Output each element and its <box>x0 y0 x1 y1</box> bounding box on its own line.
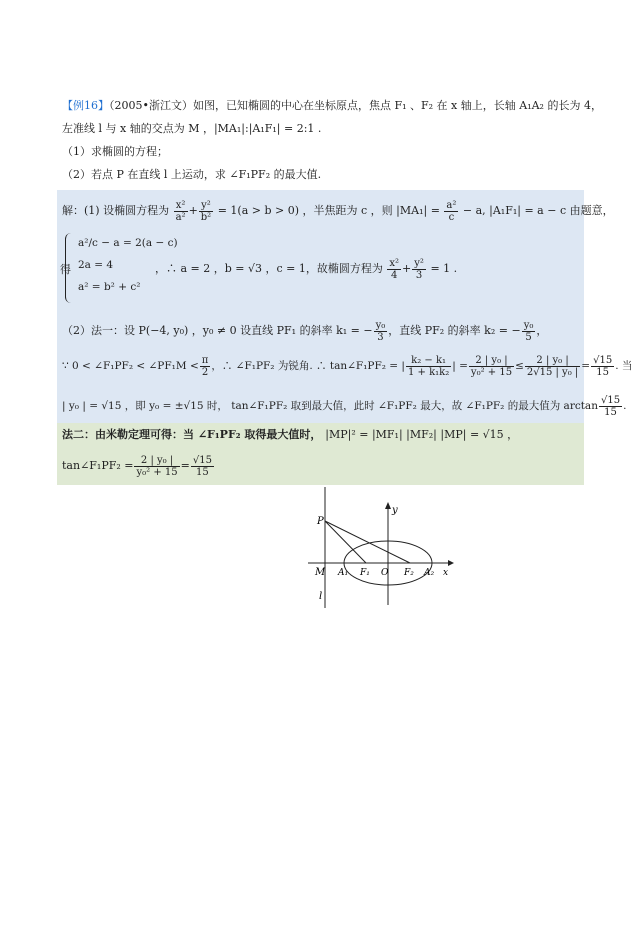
numerator: a² <box>446 199 457 211</box>
numerator: √15 <box>600 394 621 406</box>
x-axis-arrow <box>448 560 454 566</box>
numerator: y² <box>199 200 213 212</box>
denominator: y₀² + 15 <box>136 466 178 478</box>
numerator: 2 | y₀ | <box>134 455 179 467</box>
denominator: 4 <box>391 269 398 281</box>
solution-text: = <box>581 360 591 372</box>
denominator: 3 <box>415 269 423 281</box>
fraction <box>469 355 514 378</box>
numerator: y₀ <box>523 319 534 331</box>
fraction <box>174 200 188 223</box>
label-f2: F₂ <box>404 568 414 578</box>
solution-text: ，∴ a = 2 ，b = √3 ，c = 1，故椭圆方程为 <box>155 262 383 275</box>
system-eq-2: 2a = 4 <box>78 259 114 271</box>
example-tag: 【例16】 <box>62 99 109 112</box>
de-label: 得 <box>60 263 71 276</box>
method-two-line-1 <box>62 427 518 443</box>
label-a1: A₁ <box>338 568 349 578</box>
fraction <box>374 320 388 343</box>
denominator: 5 <box>525 331 532 343</box>
denominator: 15 <box>604 406 617 418</box>
label-x: x <box>443 568 449 578</box>
fraction <box>412 258 426 281</box>
solution-text: |MP|² = |MF₁| |MF₂| |MP| = √15 ， <box>325 428 519 441</box>
solution-text: ， <box>536 324 548 337</box>
label-o: O <box>381 568 389 578</box>
system-eq-1: a²/c − a = 2(a − c) <box>78 237 178 249</box>
problem-line-2: 左准线 l 与 x 轴的交点为 M ，|MA₁|:|A₁F₁| = 2:1 . <box>62 122 322 135</box>
solution-text: tan∠F₁PF₂ = <box>62 459 134 472</box>
fraction <box>406 355 451 378</box>
label-p: P <box>317 516 324 527</box>
solution-line-2 <box>62 318 547 344</box>
solution-text: . 当 <box>615 360 633 372</box>
solution-text: ，∴ ∠F₁PF₂ 为锐角. ∴ tan∠F₁PF₂ = | <box>211 360 405 372</box>
fraction <box>191 455 214 478</box>
fraction <box>444 200 458 223</box>
solution-text: | = <box>452 360 468 372</box>
fraction <box>525 355 580 378</box>
label-y: y <box>392 505 398 516</box>
denominator: 2 <box>201 366 209 378</box>
numerator: 2 | y₀ | <box>469 355 514 367</box>
denominator: b² <box>200 211 212 223</box>
fraction <box>387 258 401 281</box>
numerator: x² <box>389 257 400 269</box>
method-two-line-2 <box>62 452 215 480</box>
solution-line-3 <box>62 352 632 380</box>
ellipse-diagram <box>300 485 460 610</box>
denominator: 2√15 | y₀ | <box>526 366 579 378</box>
system-eq-3: a² = b² + c² <box>78 281 141 293</box>
label-l: l <box>319 591 323 602</box>
solution-method-one-box <box>57 190 584 423</box>
solution-text: ≤ <box>515 360 524 372</box>
numerator: y₀ <box>375 319 386 331</box>
problem-text-1: 如图，已知椭圆的中心在坐标原点，焦点 F₁ 、F₂ 在 x 轴上，长轴 A₁A₂ 的长为 4， <box>192 99 602 112</box>
denominator: y₀² + 15 <box>470 366 513 378</box>
solution-text: | y₀ | = √15 ，即 y₀ = ±√15 时， tan∠F₁PF₂ 取到最大值，此时 ∠F₁PF₂ 最大，故 ∠F₁PF₂ 的最大值为 arctan <box>62 400 598 412</box>
numerator: √15 <box>593 354 613 366</box>
solution-text: − a, |A₁F₁| = a − c 由题意， <box>462 204 614 217</box>
numerator: x² <box>174 200 188 212</box>
numerator: π <box>201 354 209 366</box>
question-2: （2）若点 P 在直线 l 上运动，求 ∠F₁PF₂ 的最大值. <box>62 168 322 181</box>
solution-text: 解：(1) 设椭圆方程为 <box>62 204 170 217</box>
segment-pf2 <box>325 521 410 563</box>
solution-text: ∵ 0 < ∠F₁PF₂ < ∠PF₁M < <box>62 360 199 372</box>
fraction <box>522 320 536 343</box>
solution-line-4 <box>62 393 626 419</box>
solution-line-1: 解：(1) 设椭圆方程为 $\frac{\text{x²}}{\text{a²}}$ + $\frac{\text{y²}}{\text{b²}}$ = 1(a > b > 0) ，半焦距为 c ，则 |MA₁| = $\frac{\text{a²}}{c}$ − a, |A₁F₁| = a − c 由题意， <box>62 199 614 223</box>
denominator: 15 <box>596 366 610 378</box>
fraction <box>599 395 622 418</box>
denominator: 3 <box>377 331 384 343</box>
solution-text: = 1(a > b > 0) ，半焦距为 c ，则 |MA₁| = <box>217 204 440 217</box>
denominator: a² <box>175 211 186 223</box>
solution-text: （2）法一：设 P(−4, y₀) ，y₀ ≠ 0 设直线 PF₁ 的斜率 k₁ = − <box>62 324 373 337</box>
solution-text: . <box>623 400 627 412</box>
solution-text: = <box>180 459 190 472</box>
numerator: √15 <box>192 454 212 466</box>
denominator: c <box>448 211 455 223</box>
solution-text: 法二：由米勒定理可得：当 ∠F₁PF₂ 取得最大值时， <box>62 428 322 441</box>
fraction <box>591 355 614 378</box>
label-a2: A₂ <box>424 568 435 578</box>
fraction <box>199 200 213 223</box>
fraction <box>200 355 211 378</box>
solution-text: ，直线 PF₂ 的斜率 k₂ = − <box>388 324 521 337</box>
label-m: M <box>315 567 326 578</box>
solution-text: = 1 . <box>430 262 458 275</box>
numerator: k₂ − k₁ <box>406 355 451 367</box>
y-axis-arrow <box>385 502 391 509</box>
problem-line-1 <box>62 98 602 114</box>
denominator: 1 + k₁k₂ <box>407 366 450 378</box>
denominator: 15 <box>196 466 209 478</box>
solution-result-1: ，∴ a = 2 ，b = √3 ，c = 1，故椭圆方程为 $\frac{\text{x²}}{4}$ + $\frac{\text{y²}}{3}$ = 1 . <box>155 257 458 281</box>
numerator: 2 | y₀ | <box>525 355 580 367</box>
numerator: y² <box>414 257 424 269</box>
question-1: （1）求椭圆的方程； <box>62 145 168 158</box>
source-label: （2005•浙江文） <box>109 99 193 112</box>
fraction <box>134 455 179 478</box>
label-f1: F₁ <box>360 568 370 578</box>
